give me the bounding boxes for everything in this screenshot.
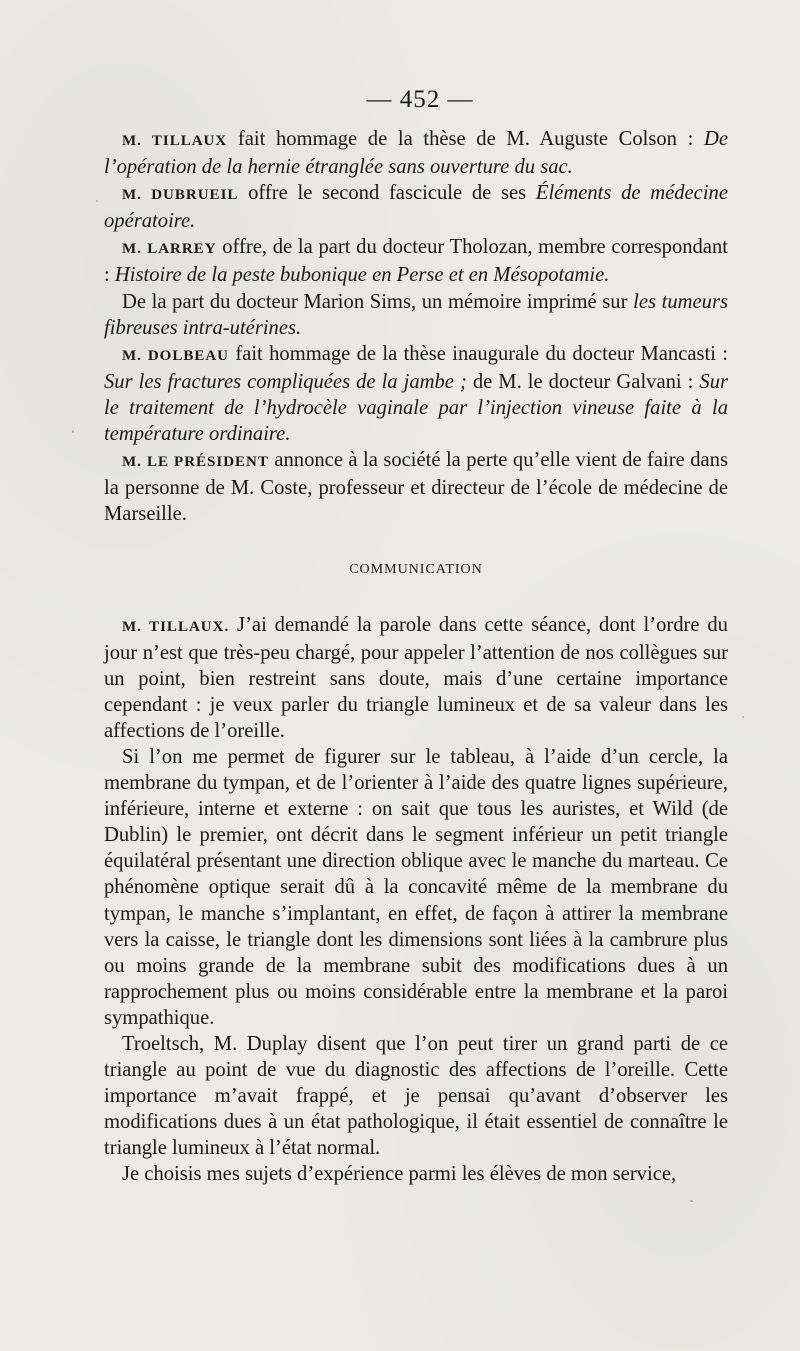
announcement-paragraph xyxy=(104,289,728,341)
paragraph-text: offre le second fascicule de ses xyxy=(238,182,536,205)
communication-paragraph xyxy=(104,1031,728,1161)
speaker-name: M. TILLAUX xyxy=(122,133,228,149)
paragraph-text: fait hommage de la thèse de M. Auguste Colson : xyxy=(227,128,704,150)
paper-speck xyxy=(96,200,98,202)
paragraph-text: De la part du docteur Marion Sims, un mémoire imprimé sur xyxy=(122,290,634,313)
announcement-paragraph xyxy=(104,234,728,288)
speaker-name: M. DUBRUEIL xyxy=(122,187,239,204)
speaker-name: M. LARREY xyxy=(122,241,217,258)
page-body xyxy=(104,126,728,1188)
work-title: Histoire de la peste bubonique en Perse et en Mésopotamie. xyxy=(114,264,610,287)
paragraph-text: Je choisis mes sujets d’expérience parmi les élèves de mon service, xyxy=(122,1163,677,1186)
announcements xyxy=(104,126,728,527)
announcement-paragraph xyxy=(104,180,728,234)
announcement-paragraph xyxy=(104,447,728,527)
paper-speck xyxy=(742,716,744,718)
work-title: De l’opération de la hernie étranglée sans ouverture du sac. xyxy=(104,128,728,179)
communication-section xyxy=(104,612,728,1188)
work-title: Sur le traitement de l’hydrocèle vaginale par l’injection vineuse faite à la température ordinaire. xyxy=(104,370,728,446)
speaker-name: M. LE PRÉSIDENT xyxy=(122,454,269,471)
paragraph-text: Troeltsch, M. Duplay disent que l’on peut tirer un grand parti de ce triangle au point de vue du diagnostic des affections de l’oreille. Cette importance m’avait frappé, et je pensai qu’avant d’observer les modifications dues à un état pathologique, il était essentiel de connaître le triangle lumineux à l’état normal. xyxy=(104,1033,728,1160)
announcement-paragraph xyxy=(104,341,728,447)
speaker-name: M. DOLBEAU xyxy=(122,347,230,364)
paper-speck xyxy=(690,1200,693,1202)
paragraph-text: de M. le docteur Galvani : xyxy=(466,370,700,393)
work-title: les tumeurs fibreuses intra-utérines. xyxy=(104,290,728,339)
communication-paragraph xyxy=(104,1161,728,1187)
paper-speck xyxy=(72,430,74,433)
paragraph-text: fait hommage de la thèse inaugurale du docteur Mancasti : xyxy=(229,342,728,365)
section-heading: COMMUNICATION xyxy=(349,562,483,578)
paragraph-text: J’ai demandé la parole dans cette séance, dont l’ordre du jour n’est que très-peu chargé, pour appeler l’attention de nos collègues sur un point, bien restreint sans doute, mais d’une certaine importance cependant : je veux parler du triangle lumineux et de sa valeur dans les affections de l’oreille. xyxy=(104,613,728,742)
work-title: Sur les fractures compliquées de la jambe ; xyxy=(104,370,467,393)
paragraph-text: Si l’on me permet de figurer sur le tableau, à l’aide d’un cercle, la membrane du tympan, et de l’orienter à l’aide des quatre lignes supérieure, inférieure, interne et externe : on sait que tous les auristes, et Wild (de Dublin) le premier, ont décrit dans le segment inférieur un petit triangle équilatéral présentant une direction oblique avec le manche du marteau. Ce phénomène optique serait dû à la concavité même de la membrane du tympan, le manche s’implantant, en effet, de façon à attirer la membrane vers la caisse, le triangle dont les dimensions sont liées à la cambrure plus ou moins grande de la membrane subit des modifications dues à un rapprochement plus ou moins considérable entre la membrane et la paroi sympathique. xyxy=(104,745,728,1029)
communication-paragraph xyxy=(104,612,728,744)
speaker-name: M. TILLAUX. xyxy=(122,618,230,635)
announcement-paragraph xyxy=(104,126,728,180)
page-number: — 452 — xyxy=(366,86,474,113)
paragraph-text: annonce à la société la perte qu’elle vient de faire dans la personne de M. Coste, professeur et directeur de l’école de médecine de Marseille. xyxy=(104,449,728,526)
paragraph-text: offre, de la part du docteur Tholozan, membre correspondant : xyxy=(104,236,728,287)
work-title: Éléments de médecine opératoire. xyxy=(104,182,728,233)
communication-paragraph xyxy=(104,744,728,1031)
